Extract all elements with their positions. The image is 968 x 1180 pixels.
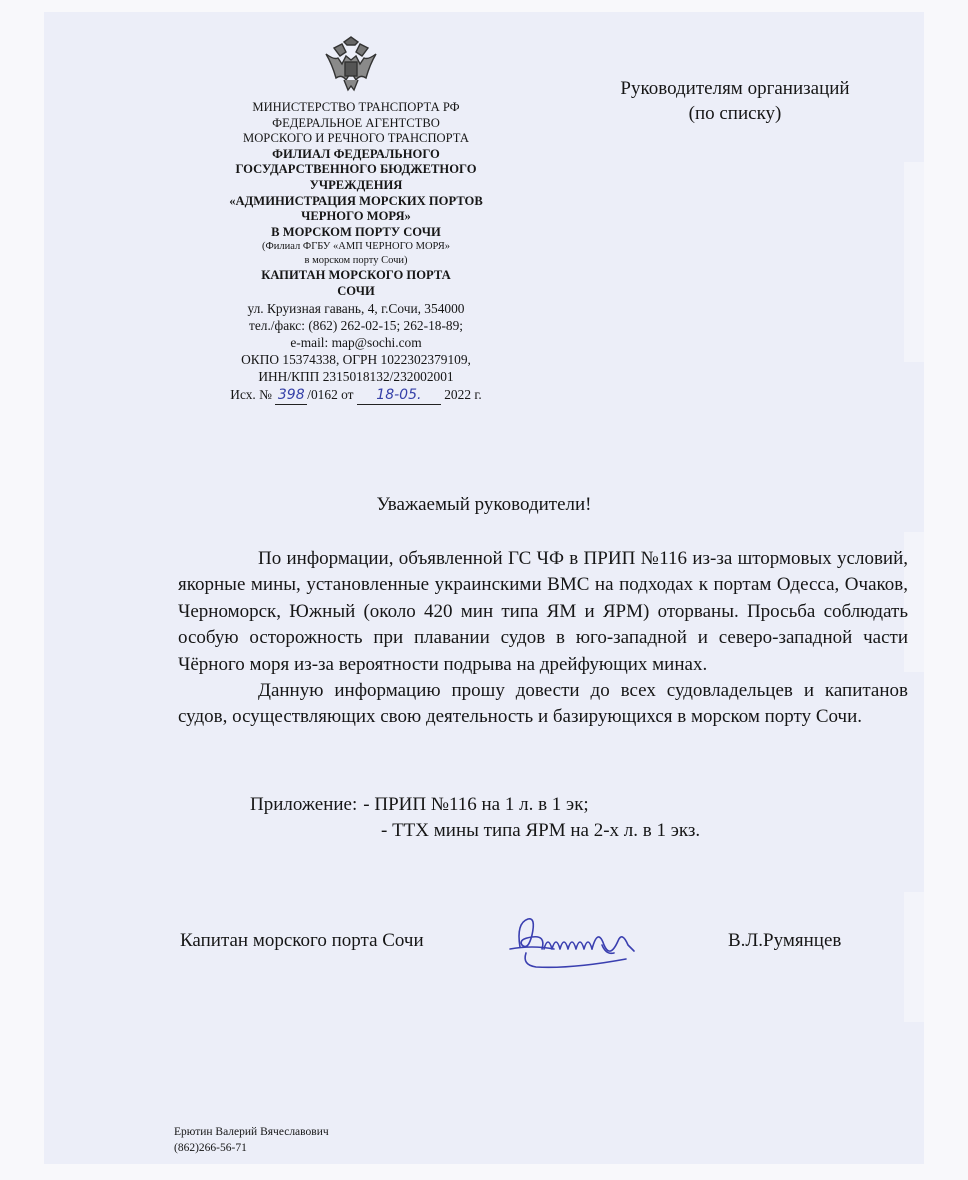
sender-line: МОРСКОГО И РЕЧНОГО ТРАНСПОРТА	[243, 131, 469, 146]
addressee-block	[560, 76, 910, 126]
sender-address: ул. Круизная гавань, 4, г.Сочи, 354000	[247, 300, 465, 316]
sender-line: ЧЕРНОГО МОРЯ»	[301, 209, 411, 224]
sender-line: ГОСУДАРСТВЕННОГО БЮДЖЕТНОГО	[235, 162, 477, 177]
sender-line: ФИЛИАЛ ФЕДЕРАЛЬНОГО	[272, 146, 440, 161]
sender-line: УЧРЕЖДЕНИЯ	[309, 177, 403, 192]
signer-name: В.Л.Румянцев	[728, 930, 842, 951]
attachments	[250, 792, 700, 844]
executor-phone: (862)266-56-71	[174, 1142, 247, 1154]
sender-block	[190, 100, 522, 405]
outgoing-number-line: Исх. № 398 /0162 от 18-05. 2022 г.	[190, 386, 522, 405]
letter-body	[178, 546, 908, 731]
attachment-item: - ПРИП №116 на 1 л. в 1 эк;	[363, 794, 589, 815]
sender-line: «АДМИНИСТРАЦИЯ МОРСКИХ ПОРТОВ	[229, 193, 483, 208]
body-paragraph: По информации, объявленной ГС ЧФ в ПРИП №116 из-за штормовых условий, якорные мины, установленные украинскими ВМС на подходах к портам Одесса, Очаков, Черноморск, Южный (около 420 мин типа ЯМ и ЯРМ) оторваны. Просьба соблюдать особую осторожность при плавании судов в юго-западной и северо-западной части Чёрного моря из-за вероятности подрыва на дрейфующих минах.	[178, 548, 908, 675]
sender-line: МИНИСТЕРСТВО ТРАНСПОРТА РФ	[252, 100, 460, 114]
sender-line: в морском порту Сочи)	[304, 255, 408, 267]
coat-of-arms-icon	[322, 34, 380, 98]
outgoing-date: 18-05.	[357, 387, 441, 405]
executor-name: Ерютин Валерий Вячеславович	[174, 1126, 329, 1138]
executor-footer	[174, 1124, 329, 1156]
sender-line: ФЕДЕРАЛЬНОЕ АГЕНТСТВО	[272, 115, 440, 130]
addressee-note: (по списку)	[688, 103, 782, 124]
addressee-line: Руководителям организаций	[620, 78, 850, 99]
body-paragraph: Данную информацию прошу довести до всех судовладельцев и капитанов судов, осуществляющих свою деятельность и базирующихся в морском порту Сочи.	[178, 680, 908, 728]
sender-email: e-mail: map@sochi.com	[290, 334, 422, 350]
signer-title: Капитан морского порта Сочи	[180, 930, 424, 951]
sender-inn: ИНН/КПП 2315018132/232002001	[258, 369, 454, 385]
sender-line: СОЧИ	[337, 283, 375, 298]
attachment-item: - ТТХ мины типа ЯРМ на 2-х л. в 1 экз.	[381, 820, 701, 841]
handwritten-signature	[502, 905, 652, 977]
sender-line: (Филиал ФГБУ «АМП ЧЕРНОГО МОРЯ»	[262, 241, 450, 253]
sender-codes: ОКПО 15374338, ОГРН 1022302379109,	[241, 352, 471, 368]
sender-line: КАПИТАН МОРСКОГО ПОРТА	[261, 268, 451, 283]
attachments-label: Приложение:	[250, 794, 358, 815]
sender-line: В МОРСКОМ ПОРТУ СОЧИ	[271, 224, 441, 239]
sender-phone: тел./факс: (862) 262-02-15; 262-18-89;	[248, 317, 464, 333]
salutation: Уважаемый руководители!	[376, 494, 592, 515]
outgoing-number: 398	[275, 387, 307, 405]
